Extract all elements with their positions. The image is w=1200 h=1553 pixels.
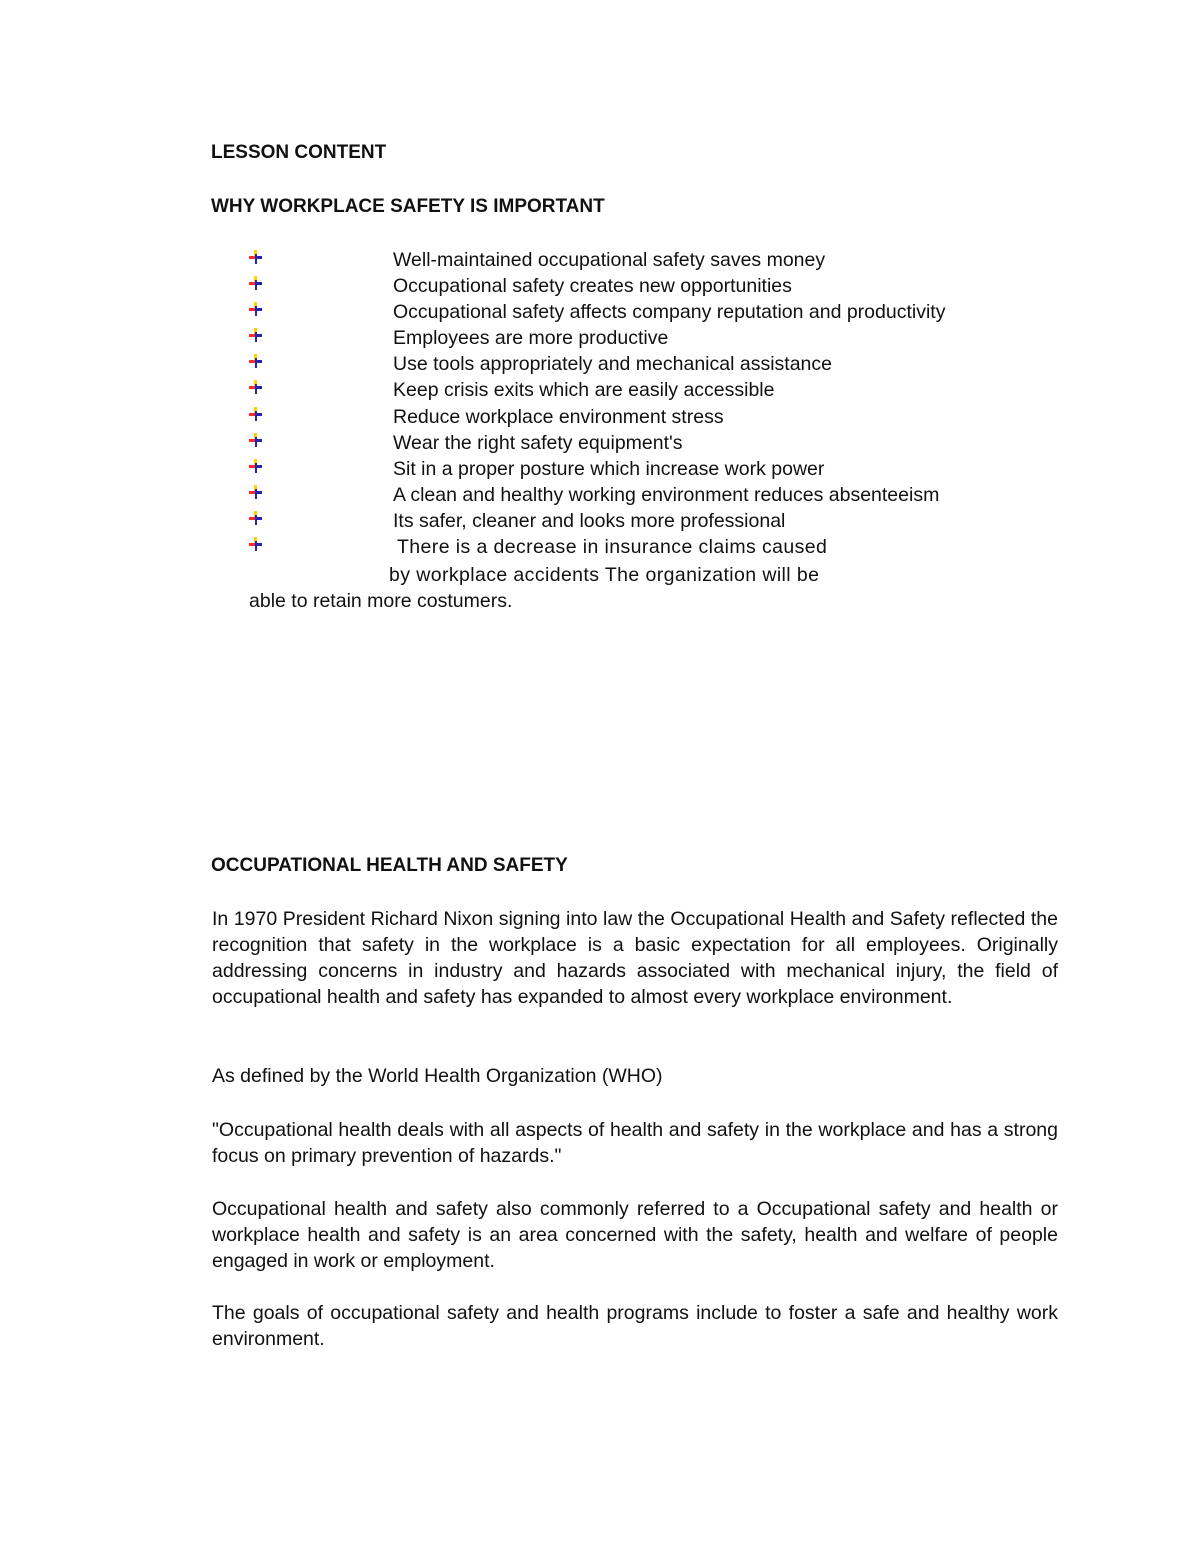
list-item-text: Occupational safety affects company reputation and productivity: [393, 301, 946, 324]
list-item-text: Use tools appropriately and mechanical assistance: [393, 353, 832, 376]
arrow-bullet-icon: [249, 537, 263, 551]
arrow-bullet-icon: [249, 302, 263, 316]
paragraph-who-intro: As defined by the World Health Organization (WHO): [212, 1065, 663, 1087]
occupational-health-safety-heading: OCCUPATIONAL HEALTH AND SAFETY: [211, 855, 568, 876]
list-item: [0, 431, 1200, 457]
list-item-text: Well-maintained occupational safety saves money: [393, 249, 826, 271]
list-item-text: Keep crisis exits which are easily accessible: [393, 379, 775, 402]
list-item: [0, 300, 1200, 326]
list-item-text: Reduce workplace environment stress: [393, 405, 724, 428]
paragraph-goals: The goals of occupational safety and health programs include to foster a safe and healthy work environment.: [212, 1302, 1058, 1350]
arrow-bullet-icon: [249, 511, 263, 525]
list-item-continuation: able to retain more costumers.: [249, 590, 513, 612]
arrow-bullet-icon: [249, 276, 263, 290]
list-item-continuation: by workplace accidents The organization will be: [389, 564, 820, 586]
arrow-bullet-icon: [249, 354, 263, 368]
list-item-text: Sit in a proper posture which increase work power: [393, 457, 825, 480]
list-item-text: Occupational safety creates new opportunities: [393, 275, 792, 298]
list-item-text: There is a decrease in insurance claims caused: [397, 536, 828, 559]
list-item: [0, 483, 1200, 509]
list-item: [0, 509, 1200, 535]
arrow-bullet-icon: [249, 433, 263, 447]
list-item: [0, 352, 1200, 378]
list-item-text: Wear the right safety equipment's: [393, 431, 683, 454]
lesson-content-heading: LESSON CONTENT: [211, 142, 387, 163]
list-item: [0, 326, 1200, 352]
list-item: [0, 457, 1200, 483]
arrow-bullet-icon: [249, 380, 263, 394]
list-item: [0, 274, 1200, 300]
list-item: [0, 405, 1200, 431]
paragraph-definition: Occupational health and safety also commonly referred to a Occupational safety and health or workplace health and safety is an area concerned with the safety, health and welfare of people engaged in work or employment.: [212, 1198, 1058, 1272]
list-item: [0, 378, 1200, 404]
why-workplace-safety-heading: WHY WORKPLACE SAFETY IS IMPORTANT: [211, 196, 605, 217]
arrow-bullet-icon: [249, 328, 263, 342]
list-item: [0, 535, 1200, 561]
list-item-text: Its safer, cleaner and looks more professional: [393, 509, 786, 532]
list-item: [0, 248, 1200, 274]
paragraph-history: In 1970 President Richard Nixon signing into law the Occupational Health and Safety reflected the recognition that safety in the workplace is a basic expectation for all employees. Originally addressing concerns in industry and hazards associated with mechanical injury, the field of occupational health and safety has expanded to almost every workplace environment.: [212, 908, 1058, 1008]
arrow-bullet-icon: [249, 459, 263, 473]
paragraph-who-quote: "Occupational health deals with all aspects of health and safety in the workplace and has a strong focus on primary prevention of hazards.": [212, 1119, 1058, 1167]
list-item-text: Employees are more productive: [393, 327, 669, 350]
safety-benefits-list: [0, 248, 1200, 561]
arrow-bullet-icon: [249, 485, 263, 499]
arrow-bullet-icon: [249, 250, 263, 264]
list-item-text: A clean and healthy working environment reduces absenteeism: [393, 483, 940, 506]
arrow-bullet-icon: [249, 407, 263, 421]
